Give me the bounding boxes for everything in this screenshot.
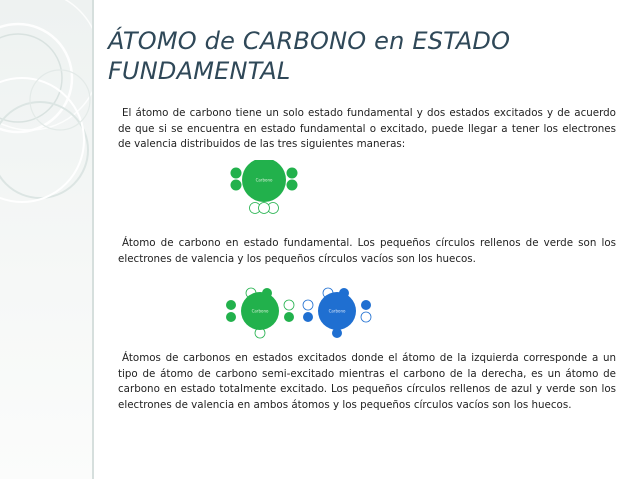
- excited-carbon-atom: [299, 287, 375, 339]
- slide-title: ÁTOMO de CARBONO en ESTADO FUNDAMENTAL: [108, 27, 511, 85]
- semi-excited-carbon-atom: [222, 287, 298, 339]
- ground-state-carbon-atom: [225, 160, 303, 218]
- intro-paragraph: El átomo de carbono tiene un solo estado fundamental y dos estados excitados y de acuerdo de que si se encuentra en estado fundamental o excitado, puede llegar a tener los electrones de valencia distribuidos de las tres siguientes maneras:: [118, 107, 616, 150]
- atom-label: Carbono: [251, 308, 269, 314]
- excited-states-caption: Átomos de carbonos en estados excitados donde el átomo de la izquierda corresponde a un tipo de átomo de carbono semi-excitado mientras el carbono de la derecha, es un átomo de carbono en estado totalmente excitado. Los pequeños círculos rellenos de azul y verde son los electrones de valencia en ambos átomos y los pequeños círculos vacíos son los huecos.: [118, 352, 616, 411]
- decorative-sidebar: [0, 0, 92, 479]
- sidebar-circles-decoration: [0, 0, 92, 479]
- atom-label: Carbono: [255, 177, 273, 183]
- ground-state-caption: Átomo de carbono en estado fundamental. Los pequeños círculos rellenos de verde son los electrones de valencia y los pequeños círculos vacíos son los huecos.: [118, 237, 616, 265]
- atom-label: Carbono: [328, 308, 346, 314]
- sidebar-divider: [92, 0, 94, 479]
